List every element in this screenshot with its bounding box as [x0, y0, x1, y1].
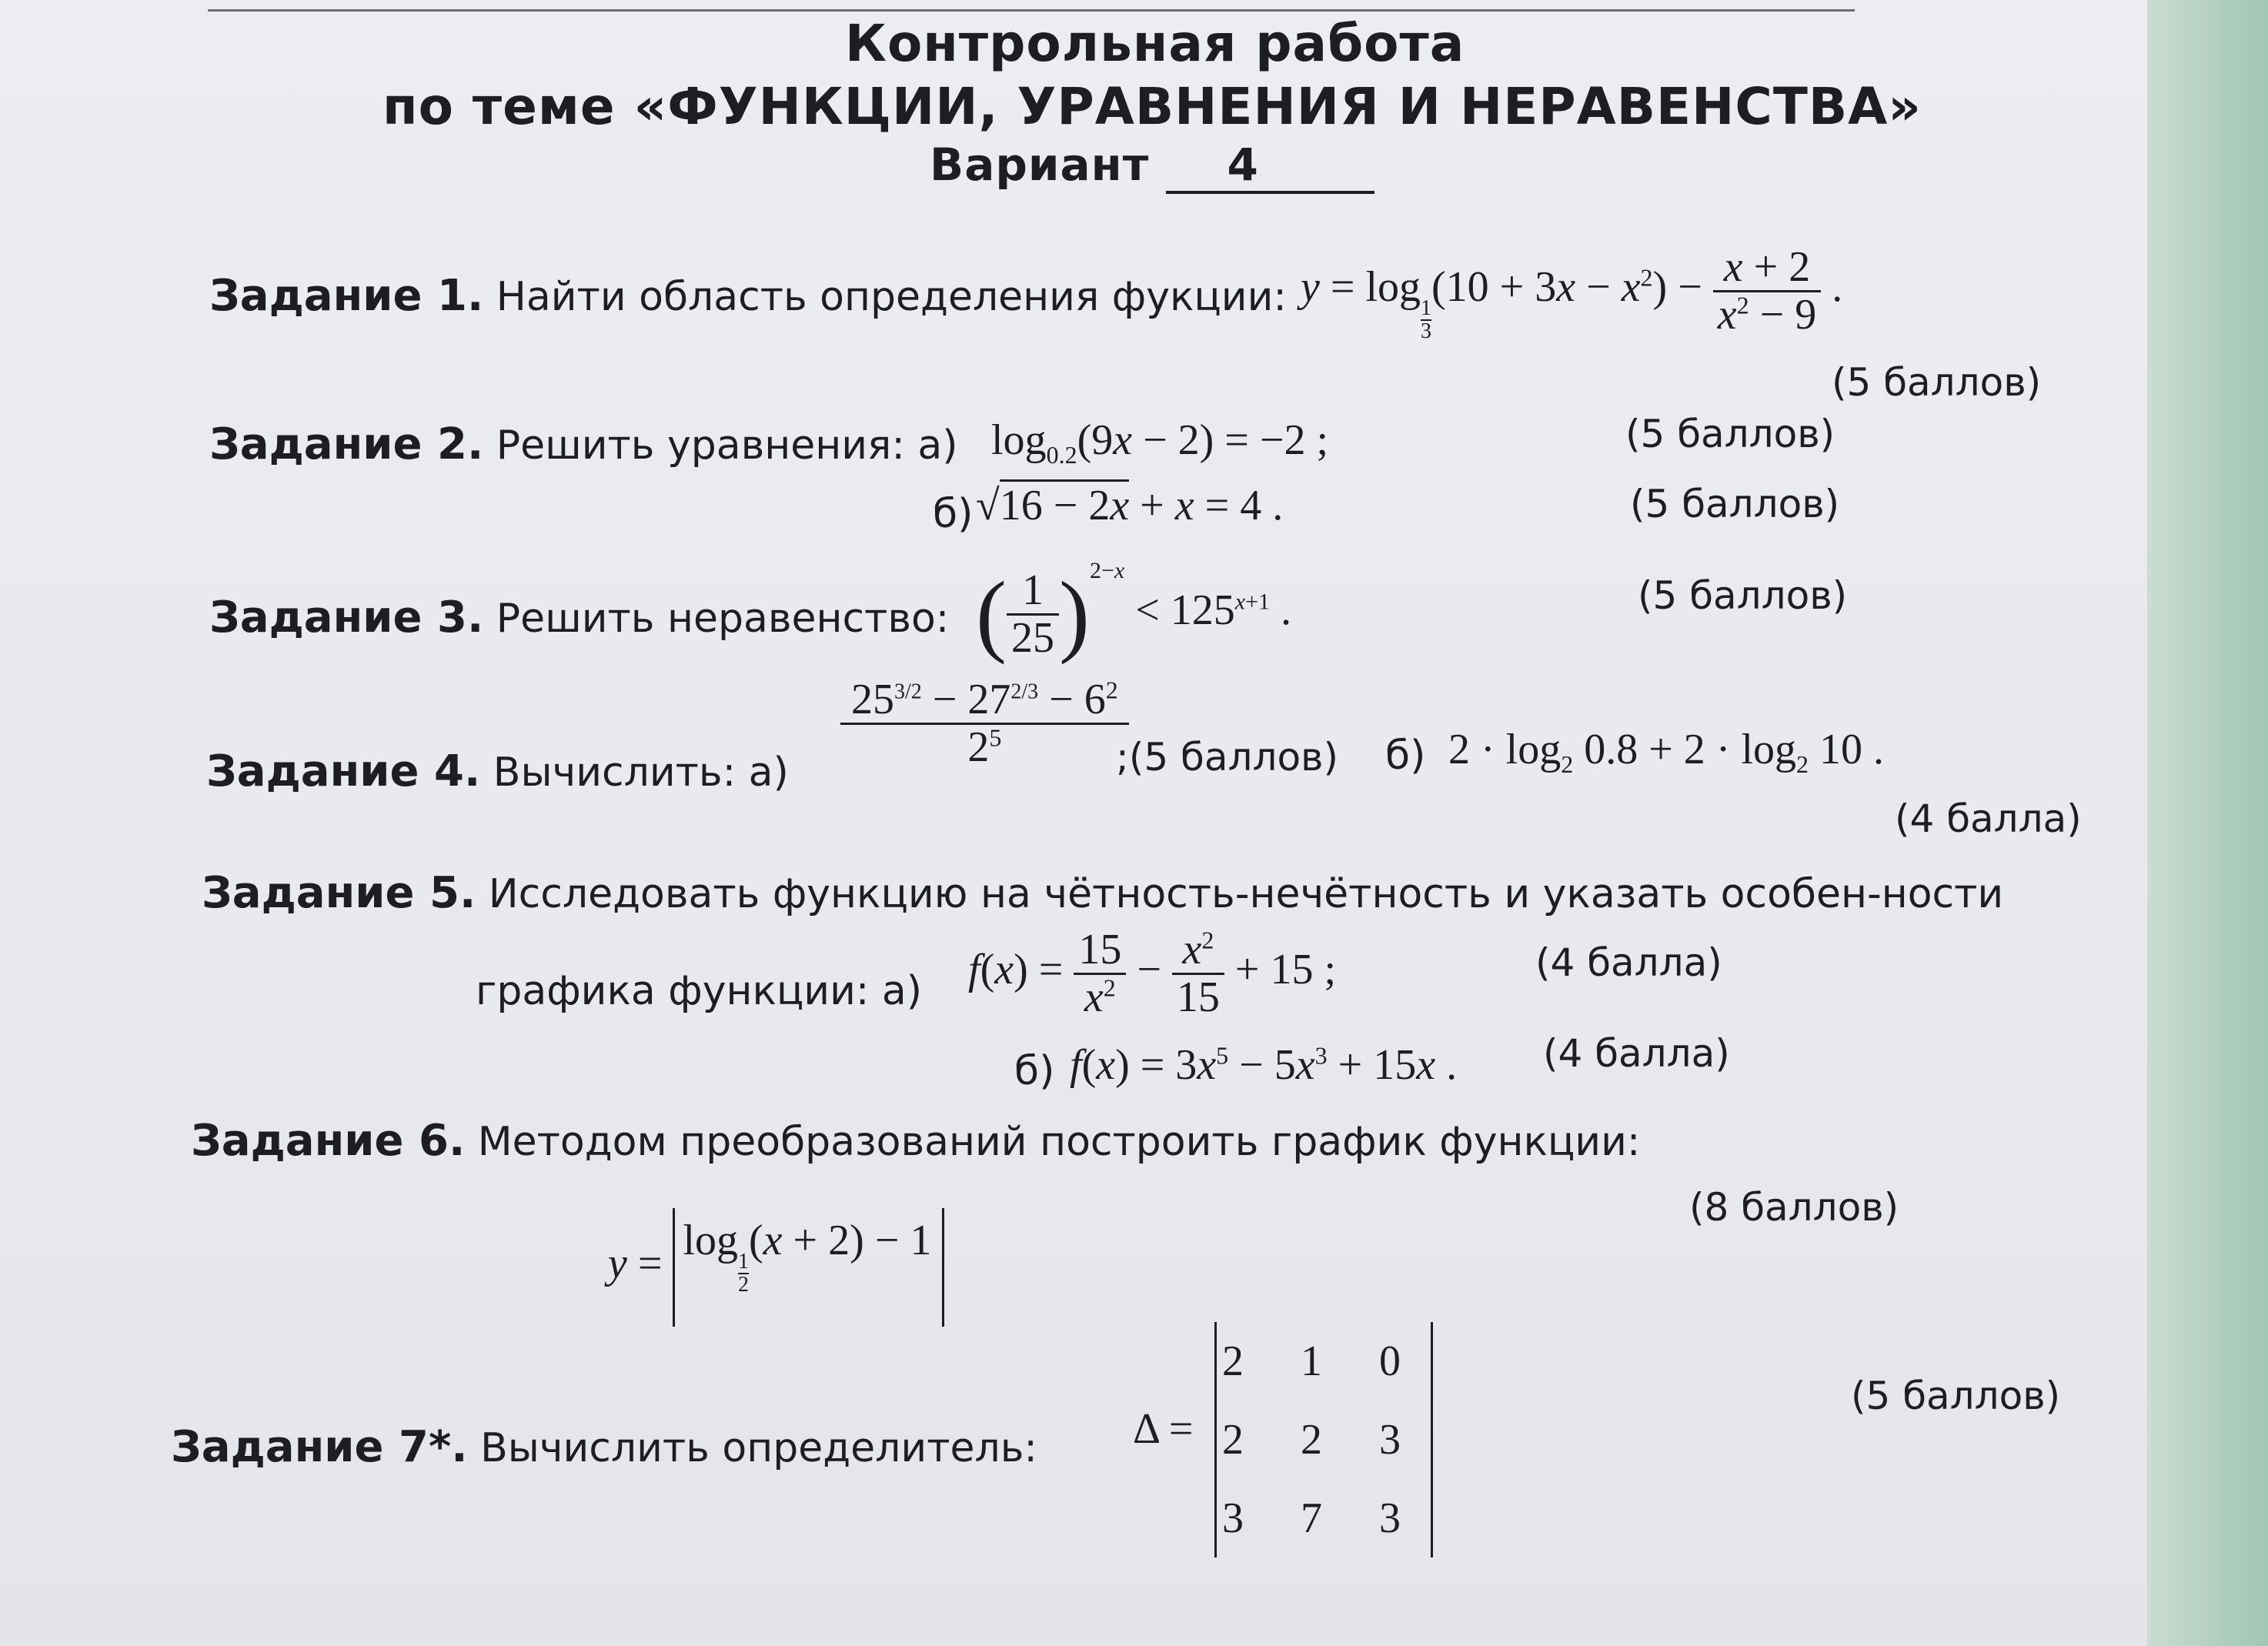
task-4b-points: (4 балла)	[1895, 796, 2082, 841]
matrix-cell: 0	[1379, 1337, 1401, 1385]
task-2b-formula: √16 − 2x + x = 4 .	[976, 481, 1283, 530]
task-5a-formula: f(x) = $\frac{15}{x^2}$ − $\frac{x^2}{15}$ + 15 ;	[968, 926, 1337, 1021]
task-4-label: Задание 4.	[206, 746, 481, 796]
task-5b-formula: $f(x) = 3x^5 - 5x^3 + 15x$ .	[1070, 1041, 1458, 1089]
task-3	[209, 593, 949, 643]
task-4a-formula: $\frac{25^{3/2} - 27^{2/3} - 6^2}{2^5}$	[840, 677, 1129, 770]
matrix-cell: 3	[1379, 1416, 1401, 1464]
task-2a-points: (5 баллов)	[1625, 412, 1835, 456]
task-3-points: (5 баллов)	[1638, 573, 1848, 618]
task-6	[191, 1116, 1640, 1166]
task-7-label: Задание 7*.	[171, 1422, 468, 1472]
task-5-text-2: графика функции: а)	[476, 968, 923, 1014]
matrix-cell: 1	[1301, 1337, 1322, 1385]
matrix-cell: 2	[1222, 1337, 1244, 1385]
task-6-formula: y = log $\frac{1}{2}$ (x + 2) − 1	[608, 1208, 944, 1327]
task-5b-label: б)	[1014, 1048, 1055, 1094]
matrix-cell: 3	[1222, 1494, 1244, 1542]
task-2	[209, 419, 958, 469]
variant-label: Вариант	[930, 139, 1150, 191]
task-5-label: Задание 5.	[202, 868, 476, 918]
task-1-text: Найти область определения фукции:	[496, 274, 1287, 320]
task-4-text: Вычислить: а)	[493, 750, 789, 796]
matrix-cell: 2	[1222, 1416, 1244, 1464]
task-1-points: (5 баллов)	[1832, 360, 2042, 405]
page-title: Контрольная работа	[845, 14, 1465, 73]
task-7	[171, 1422, 1037, 1472]
task-6-label: Задание 6.	[191, 1116, 466, 1166]
task-7-points: (5 баллов)	[1851, 1374, 2061, 1418]
task-7-text: Вычислить определитель:	[480, 1425, 1037, 1471]
task-5-text: Исследовать функцию на чётность-нечётность и указать особен-ности	[488, 871, 2004, 917]
task-7-delta: Δ =	[1133, 1405, 1194, 1453]
matrix-cell: 2	[1301, 1416, 1322, 1464]
task-1-label: Задание 1.	[209, 271, 484, 321]
task-1-formula: y = log $\frac{1}{3}$ $(10 + 3x - x^2)$ − $\frac{x + 2}{x^2 - 9}$ .	[1301, 243, 1843, 344]
matrix-row	[1221, 1401, 1426, 1479]
page-subtitle: по теме «ФУНКЦИИ, УРАВНЕНИЯ И НЕРАВЕНСТВА»	[382, 77, 1922, 136]
task-4b-label: б)	[1385, 733, 1426, 779]
matrix-row	[1221, 1479, 1426, 1558]
top-rule	[208, 9, 1855, 12]
task-2b-label: б)	[933, 491, 974, 537]
task-2-text: Решить уравнения: а)	[496, 422, 958, 469]
matrix-row	[1221, 1322, 1426, 1401]
matrix-cell: 3	[1379, 1494, 1401, 1542]
task-5	[202, 868, 2003, 918]
task-6-text: Методом преобразований построить график функции:	[477, 1119, 1641, 1165]
task-5b-points: (4 балла)	[1543, 1031, 1730, 1076]
task-3-label: Задание 3.	[209, 593, 484, 643]
task-2-label: Задание 2.	[209, 419, 484, 469]
task-2a-formula: $\log_{0.2}(9x - 2) = -2$ ;	[991, 416, 1329, 469]
task-5a-points: (4 балла)	[1535, 940, 1722, 985]
task-6-points: (8 баллов)	[1689, 1185, 1899, 1230]
matrix-cell: 7	[1301, 1494, 1322, 1542]
task-3-formula: ( $\frac{1}{25}$ )$^{2-x} < 125^{x+1}$ .	[976, 558, 1292, 666]
task-1	[209, 271, 1287, 321]
task-2b-points: (5 баллов)	[1630, 482, 1840, 526]
task-4b-formula: $2 \cdot \log_2 0.8 + 2 \cdot \log_2 10$ .	[1448, 726, 1885, 779]
variant-value: 4	[1166, 139, 1374, 194]
variant-line	[930, 139, 1374, 194]
task-4a-points: ;(5 баллов)	[1116, 735, 1339, 780]
determinant-matrix	[1214, 1322, 1433, 1558]
task-3-text: Решить неравенство:	[496, 596, 950, 642]
task-4	[206, 746, 789, 796]
